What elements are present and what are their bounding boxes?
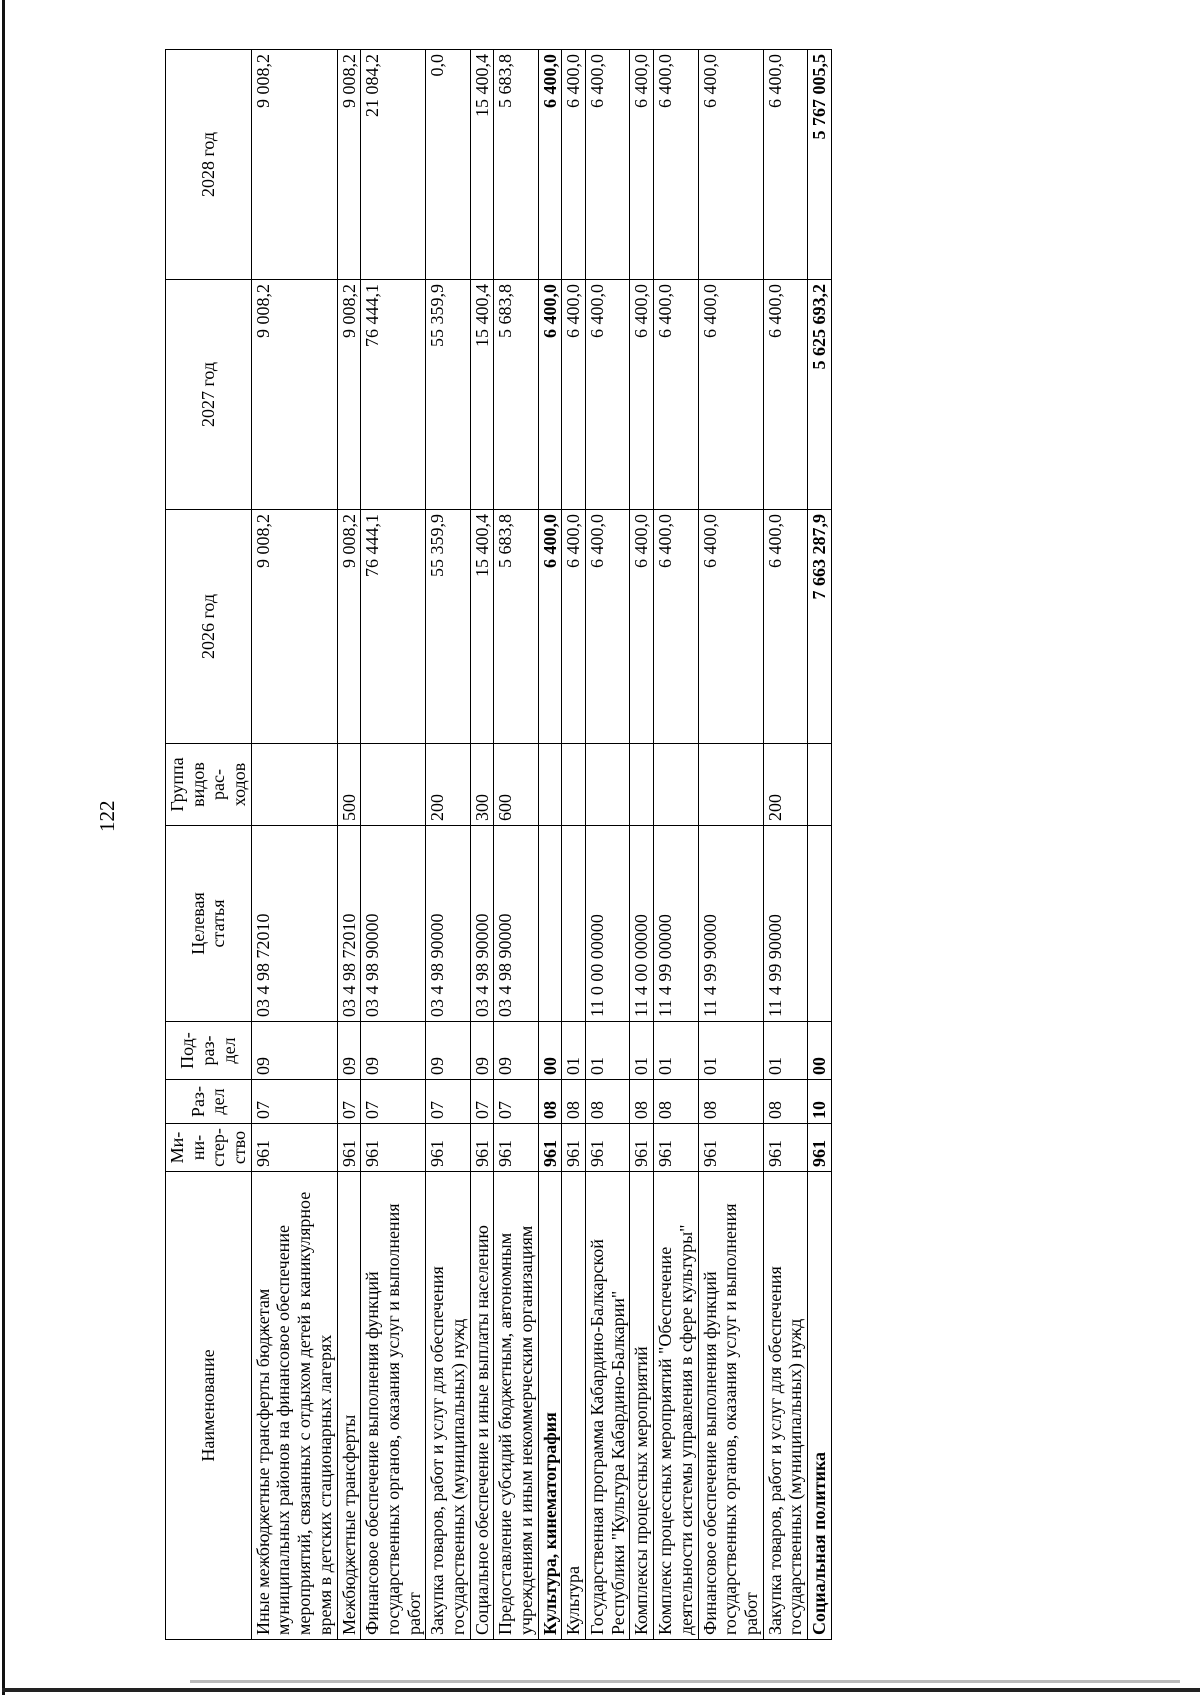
row-ministry: 961: [763, 1124, 807, 1172]
row-target: 11 4 99 00000: [654, 826, 698, 1022]
row-name: Культура, кинематография: [538, 1172, 562, 1640]
row-subsection: 09: [337, 1022, 361, 1080]
row-ministry: 961: [562, 1124, 586, 1172]
row-group: 300: [470, 744, 494, 826]
header-ministry: Ми- ни- стер- ство: [166, 1124, 252, 1172]
row-2028: 6 400,0: [654, 50, 698, 280]
table-row: [470, 50, 494, 1640]
row-subsection: 01: [763, 1022, 807, 1080]
row-ministry: 961: [426, 1124, 470, 1172]
row-group: [361, 744, 426, 826]
row-2027: 6 400,0: [538, 280, 562, 510]
row-2026: 76 444,1: [361, 510, 426, 744]
row-section: 08: [538, 1080, 562, 1124]
row-2026: 9 008,2: [337, 510, 361, 744]
row-2028: 9 008,2: [337, 50, 361, 280]
row-2027: 6 400,0: [586, 280, 630, 510]
row-section: 08: [698, 1080, 763, 1124]
row-2028: 6 400,0: [630, 50, 654, 280]
table-row: [494, 50, 538, 1640]
row-target: [538, 826, 562, 1022]
row-group: [630, 744, 654, 826]
table-body: [251, 50, 831, 1640]
row-2027: 5 625 693,2: [807, 280, 831, 510]
row-target: 11 4 00 00000: [630, 826, 654, 1022]
page-left-border: [2, 0, 5, 1695]
row-group: 600: [494, 744, 538, 826]
row-target: 11 0 00 00000: [586, 826, 630, 1022]
row-section: 08: [630, 1080, 654, 1124]
row-2027: 6 400,0: [630, 280, 654, 510]
row-target: 11 4 99 90000: [698, 826, 763, 1022]
header-target: Целевая статья: [166, 826, 252, 1022]
row-2026: 9 008,2: [251, 510, 337, 744]
row-subsection: 09: [251, 1022, 337, 1080]
row-group: [251, 744, 337, 826]
row-ministry: 961: [586, 1124, 630, 1172]
row-2027: 5 683,8: [494, 280, 538, 510]
row-ministry: 961: [361, 1124, 426, 1172]
row-2027: 6 400,0: [763, 280, 807, 510]
row-subsection: 09: [470, 1022, 494, 1080]
row-section: 07: [251, 1080, 337, 1124]
row-ministry: 961: [251, 1124, 337, 1172]
row-2027: 76 444,1: [361, 280, 426, 510]
row-2026: 6 400,0: [763, 510, 807, 744]
row-section: 08: [654, 1080, 698, 1124]
row-2026: 15 400,4: [470, 510, 494, 744]
row-target: 03 4 98 90000: [361, 826, 426, 1022]
row-group: [698, 744, 763, 826]
row-subsection: 09: [426, 1022, 470, 1080]
row-2026: 7 663 287,9: [807, 510, 831, 744]
row-subsection: 00: [538, 1022, 562, 1080]
row-subsection: 01: [630, 1022, 654, 1080]
row-2028: 6 400,0: [586, 50, 630, 280]
row-subsection: 00: [807, 1022, 831, 1080]
row-name: Закупка товаров, работ и услуг для обеспечения государственных (муниципальных) нужд: [426, 1172, 470, 1640]
row-group: [562, 744, 586, 826]
row-section: 07: [337, 1080, 361, 1124]
row-subsection: 09: [361, 1022, 426, 1080]
page-number: 122: [95, 800, 119, 832]
row-2028: 6 400,0: [698, 50, 763, 280]
row-2027: 6 400,0: [562, 280, 586, 510]
row-2026: 6 400,0: [654, 510, 698, 744]
row-group: [807, 744, 831, 826]
row-2027: 6 400,0: [654, 280, 698, 510]
table-row: [337, 50, 361, 1640]
row-section: 07: [361, 1080, 426, 1124]
row-section: 08: [586, 1080, 630, 1124]
row-name: Социальная политика: [807, 1172, 831, 1640]
row-2028: 5 683,8: [494, 50, 538, 280]
header-subsection: Под- раз- дел: [166, 1022, 252, 1080]
table-row: [251, 50, 337, 1640]
row-subsection: 09: [494, 1022, 538, 1080]
row-2026: 6 400,0: [586, 510, 630, 744]
row-subsection: 01: [562, 1022, 586, 1080]
row-2026: 6 400,0: [562, 510, 586, 744]
row-target: [807, 826, 831, 1022]
row-ministry: 961: [630, 1124, 654, 1172]
row-name: Закупка товаров, работ и услуг для обеспечения государственных (муниципальных) нужд: [763, 1172, 807, 1640]
budget-table: [165, 49, 832, 1640]
row-2027: 9 008,2: [251, 280, 337, 510]
row-2028: 15 400,4: [470, 50, 494, 280]
header-name: Наименование: [166, 1172, 252, 1640]
row-section: 07: [470, 1080, 494, 1124]
row-target: 11 4 99 90000: [763, 826, 807, 1022]
row-group: [538, 744, 562, 826]
row-ministry: 961: [470, 1124, 494, 1172]
page-bottom-border: [2, 1688, 1200, 1692]
row-name: Социальное обеспечение и иные выплаты населению: [470, 1172, 494, 1640]
row-group: 200: [763, 744, 807, 826]
row-name: Культура: [562, 1172, 586, 1640]
rotated-table-container: [165, 50, 832, 1640]
table-row: [807, 50, 831, 1640]
table-row: [562, 50, 586, 1640]
row-ministry: 961: [807, 1124, 831, 1172]
row-2027: 6 400,0: [698, 280, 763, 510]
header-year-2026: 2026 год: [166, 510, 252, 744]
row-name: Предоставление субсидий бюджетным, автономным учреждениям и иным некоммерческим организациям: [494, 1172, 538, 1640]
row-2028: 5 767 005,5: [807, 50, 831, 280]
row-target: 03 4 98 72010: [251, 826, 337, 1022]
row-name: Финансовое обеспечение выполнения функций государственных органов, оказания услуг и выполнения работ: [361, 1172, 426, 1640]
row-ministry: 961: [538, 1124, 562, 1172]
table-row: [538, 50, 562, 1640]
row-group: 500: [337, 744, 361, 826]
row-name: Финансовое обеспечение выполнения функций государственных органов, оказания услуг и выполнения работ: [698, 1172, 763, 1640]
row-section: 10: [807, 1080, 831, 1124]
table-row: [426, 50, 470, 1640]
row-2027: 9 008,2: [337, 280, 361, 510]
row-name: Государственная программа Кабардино-Балкарской Республики "Культура Кабардино-Балкарии": [586, 1172, 630, 1640]
row-target: [562, 826, 586, 1022]
table-row: [630, 50, 654, 1640]
row-section: 08: [763, 1080, 807, 1124]
row-subsection: 01: [698, 1022, 763, 1080]
row-2026: 5 683,8: [494, 510, 538, 744]
table-row: [586, 50, 630, 1640]
row-subsection: 01: [654, 1022, 698, 1080]
table-header-row: [166, 50, 252, 1640]
header-section: Раз- дел: [166, 1080, 252, 1124]
row-2026: 6 400,0: [698, 510, 763, 744]
row-2028: 21 084,2: [361, 50, 426, 280]
row-group: [586, 744, 630, 826]
row-section: 07: [426, 1080, 470, 1124]
row-2028: 9 008,2: [251, 50, 337, 280]
table-row: [698, 50, 763, 1640]
row-ministry: 961: [654, 1124, 698, 1172]
header-year-2028: 2028 год: [166, 50, 252, 280]
row-target: 03 4 98 90000: [494, 826, 538, 1022]
row-2028: 6 400,0: [562, 50, 586, 280]
table-row: [654, 50, 698, 1640]
row-2026: 6 400,0: [630, 510, 654, 744]
row-2026: 6 400,0: [538, 510, 562, 744]
row-target: 03 4 98 72010: [337, 826, 361, 1022]
row-ministry: 961: [698, 1124, 763, 1172]
row-name: Межбюджетные трансферты: [337, 1172, 361, 1640]
row-ministry: 961: [494, 1124, 538, 1172]
row-2028: 0,0: [426, 50, 470, 280]
row-subsection: 01: [586, 1022, 630, 1080]
row-target: 03 4 98 90000: [470, 826, 494, 1022]
scan-shadow: [190, 1680, 1180, 1683]
row-section: 07: [494, 1080, 538, 1124]
row-name: Иные межбюджетные трансферты бюджетам муниципальных районов на финансовое обеспечение мероприятий, связанных с отдыхом детей в каникулярное время в детских стационарных лагерях: [251, 1172, 337, 1640]
row-2028: 6 400,0: [538, 50, 562, 280]
row-name: Комплексы процессных мероприятий: [630, 1172, 654, 1640]
header-year-2027: 2027 год: [166, 280, 252, 510]
row-2027: 55 359,9: [426, 280, 470, 510]
row-section: 08: [562, 1080, 586, 1124]
row-2027: 15 400,4: [470, 280, 494, 510]
row-group: [654, 744, 698, 826]
row-target: 03 4 98 90000: [426, 826, 470, 1022]
row-2026: 55 359,9: [426, 510, 470, 744]
row-group: 200: [426, 744, 470, 826]
row-ministry: 961: [337, 1124, 361, 1172]
row-name: Комплекс процессных мероприятий "Обеспечение деятельности системы управления в сфере культуры": [654, 1172, 698, 1640]
table-row: [763, 50, 807, 1640]
header-group: Группа видов рас- ходов: [166, 744, 252, 826]
table-row: [361, 50, 426, 1640]
row-2028: 6 400,0: [763, 50, 807, 280]
